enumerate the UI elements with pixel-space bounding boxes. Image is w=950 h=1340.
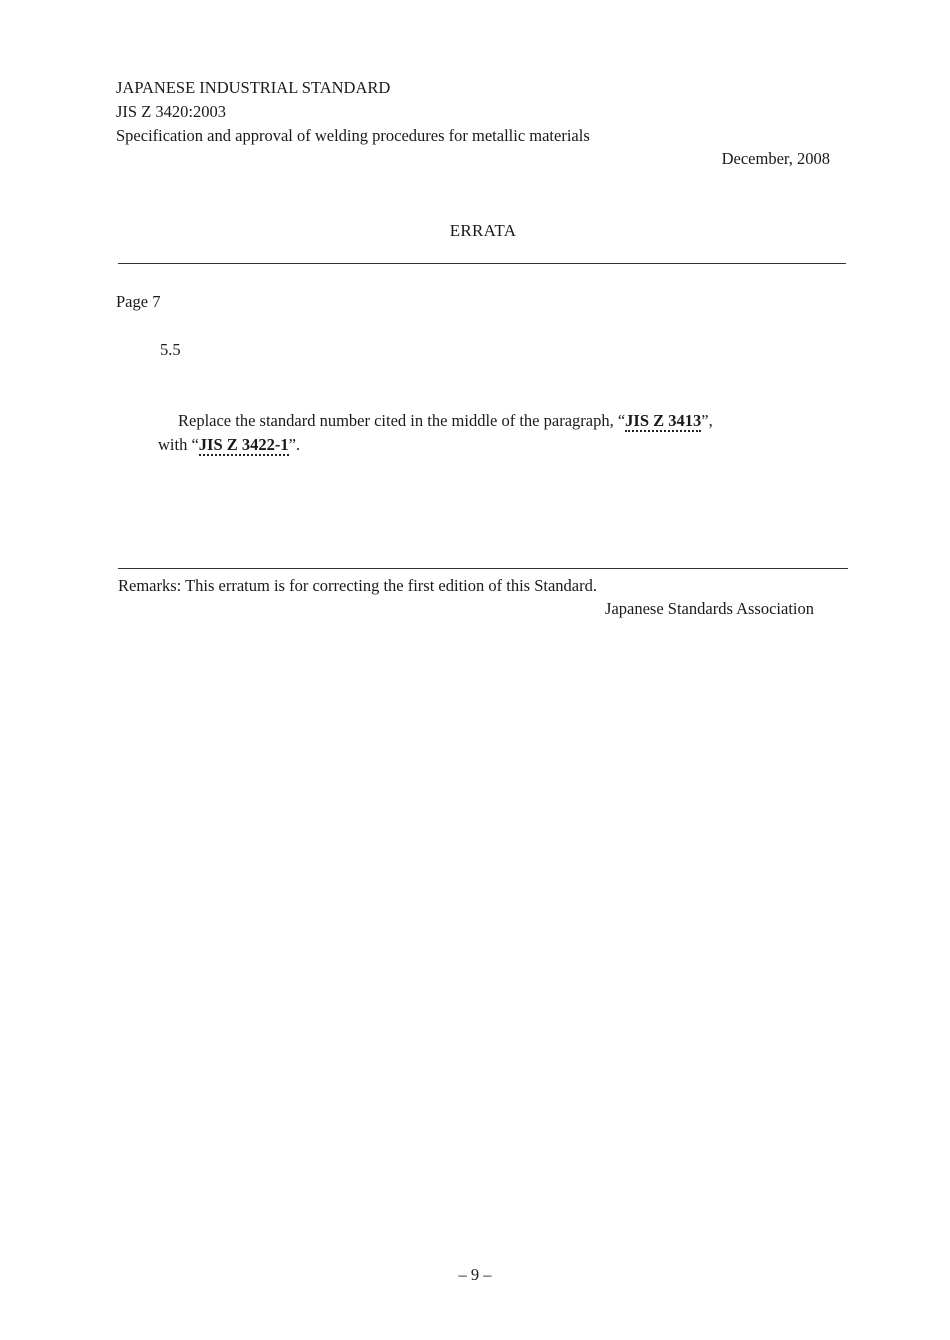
errata-heading: ERRATA (449, 221, 517, 240)
correction-paragraph-line-1 (178, 413, 713, 430)
clause-reference: 5.5 (160, 340, 181, 359)
standard-number: JIS Z 3420:2003 (116, 102, 227, 121)
page-number: – 9 – (458, 1265, 492, 1284)
top-divider (118, 263, 846, 264)
standard-title: JAPANESE INDUSTRIAL STANDARD (116, 78, 391, 97)
issue-date: December, 2008 (721, 149, 830, 168)
correction-text: Replace the standard number cited in the middle of the paragraph, “ (178, 411, 626, 430)
correction-text: with “ (158, 435, 199, 454)
old-standard-code: JIS Z 3413 (625, 411, 702, 430)
issuer-name: Japanese Standards Association (605, 599, 814, 618)
remarks-text: Remarks: This erratum is for correcting the first edition of this Standard. (118, 576, 597, 595)
new-standard-code: JIS Z 3422-1 (198, 435, 289, 454)
correction-paragraph-line-2 (158, 437, 300, 454)
bottom-divider (118, 568, 848, 569)
page-reference: Page 7 (116, 292, 161, 311)
standard-subject: Specification and approval of welding procedures for metallic materials (116, 126, 590, 145)
correction-text-end: ”. (288, 435, 301, 454)
correction-text-end: ”, (701, 411, 713, 430)
